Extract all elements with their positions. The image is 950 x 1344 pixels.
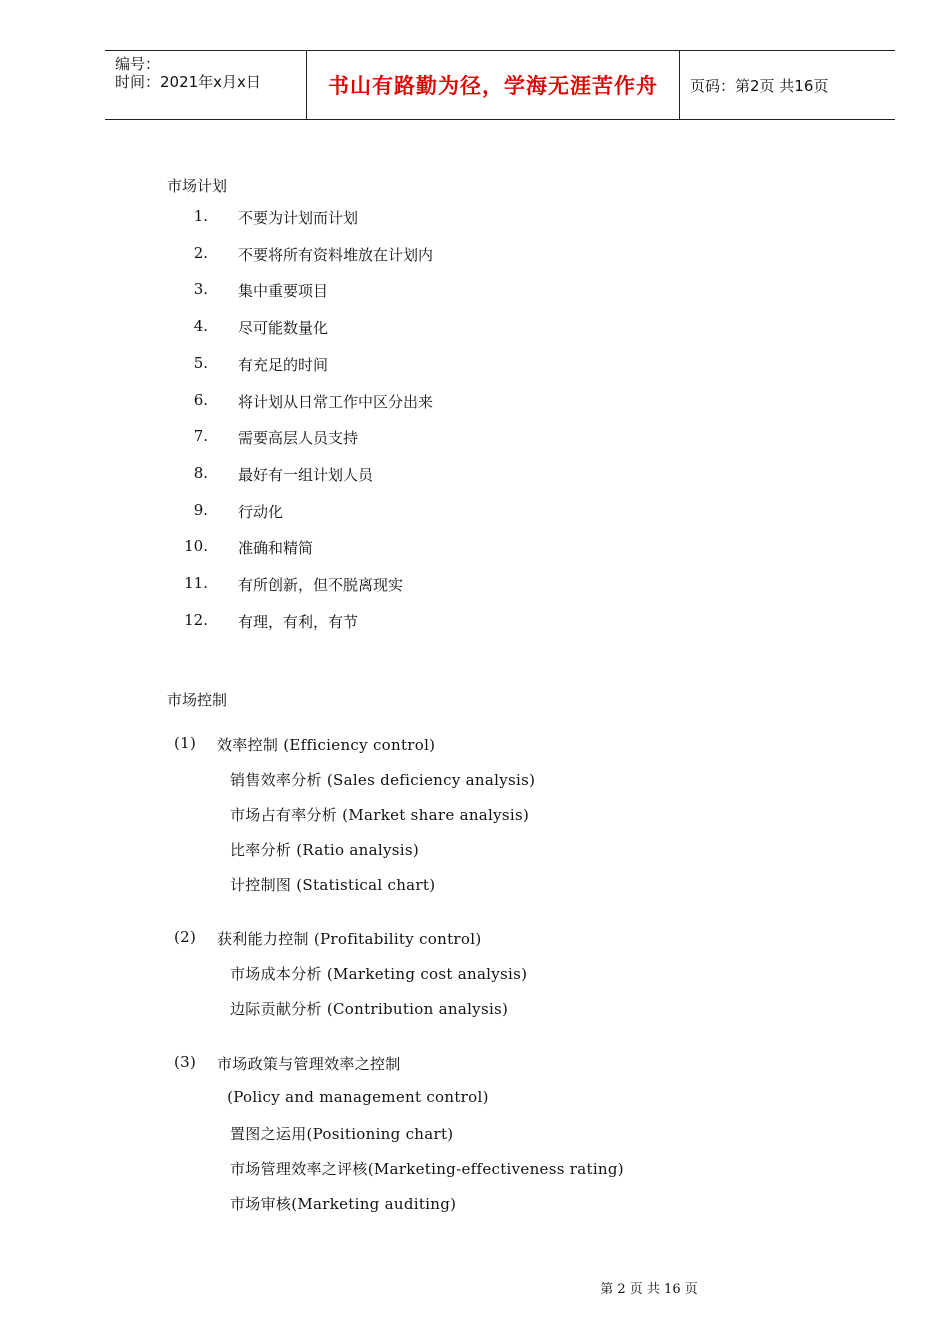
list-item-text: 尽可能数量化 (238, 319, 329, 337)
list-item-number: 11. (184, 574, 208, 592)
list-item-text: 有充足的时间 (238, 356, 329, 374)
list-item-text: 有所创新，但不脱离现实 (238, 576, 404, 594)
list-item-text: 准确和精简 (238, 539, 314, 557)
control-group-title: 市场政策与管理效率之控制 (217, 1055, 401, 1073)
control-sub-item: 市场占有率分析 (Market share analysis) (230, 806, 530, 824)
list-item-text: 有理，有利，有节 (238, 613, 359, 631)
list-item-text: 需要高层人员支持 (238, 429, 359, 447)
list-item-number: 6. (193, 391, 208, 409)
control-sub-item: 比率分析 (Ratio analysis) (230, 841, 419, 859)
list-item-number: 12. (184, 611, 208, 629)
list-item-number: 3. (193, 280, 208, 298)
list-item-number: 4. (193, 317, 208, 335)
list-item-text: 不要为计划而计划 (238, 209, 359, 227)
list-item-number: 1. (193, 207, 208, 225)
control-section-title: 市场控制 (167, 691, 228, 709)
list-item-number: 10. (184, 537, 208, 555)
header-meta (115, 55, 261, 91)
control-sub-item: 计控制图 (Statistical chart) (230, 876, 436, 894)
control-sub-item: 市场管理效率之评核(Marketing-effectiveness rating) (230, 1160, 624, 1178)
list-item-number: 8. (193, 464, 208, 482)
list-item-text: 行动化 (238, 503, 284, 521)
control-sub-item: 边际贡献分析 (Contribution analysis) (230, 1000, 509, 1018)
list-item-text: 将计划从日常工作中区分出来 (238, 393, 434, 411)
list-item-text: 最好有一组计划人员 (238, 466, 374, 484)
list-item-number: 7. (193, 427, 208, 445)
control-sub-item: (Policy and management control) (222, 1088, 489, 1106)
list-item-number: 5. (193, 354, 208, 372)
control-group-number: (3) (174, 1053, 197, 1071)
plan-section-title: 市场计划 (167, 177, 228, 195)
list-item-number: 9. (193, 501, 208, 519)
control-group-number: (1) (174, 734, 197, 752)
list-item-number: 2. (193, 244, 208, 262)
control-group-title: 效率控制 (Efficiency control) (217, 736, 436, 754)
control-group-title: 获利能力控制 (Profitability control) (217, 930, 482, 948)
control-sub-item: 销售效率分析 (Sales deficiency analysis) (230, 771, 536, 789)
page-header (105, 50, 895, 120)
serial-label: 编号： (115, 55, 161, 73)
header-divider (679, 51, 680, 119)
control-sub-item: 市场成本分析 (Marketing cost analysis) (230, 965, 528, 983)
header-motto: 书山有路勤为径，学海无涯苦作舟 (328, 74, 658, 98)
time-label: 时间：2021年x月x日 (115, 73, 261, 91)
page-footer: 第 2 页 共 16 页 (600, 1282, 698, 1297)
list-item-text: 集中重要项目 (238, 282, 329, 300)
header-page-info: 页码：第2页 共16页 (690, 77, 829, 95)
control-sub-item: 市场审核(Marketing auditing) (230, 1195, 457, 1213)
control-sub-item: 置图之运用(Positioning chart) (230, 1125, 454, 1143)
control-group-number: (2) (174, 928, 197, 946)
list-item-text: 不要将所有资料堆放在计划内 (238, 246, 434, 264)
